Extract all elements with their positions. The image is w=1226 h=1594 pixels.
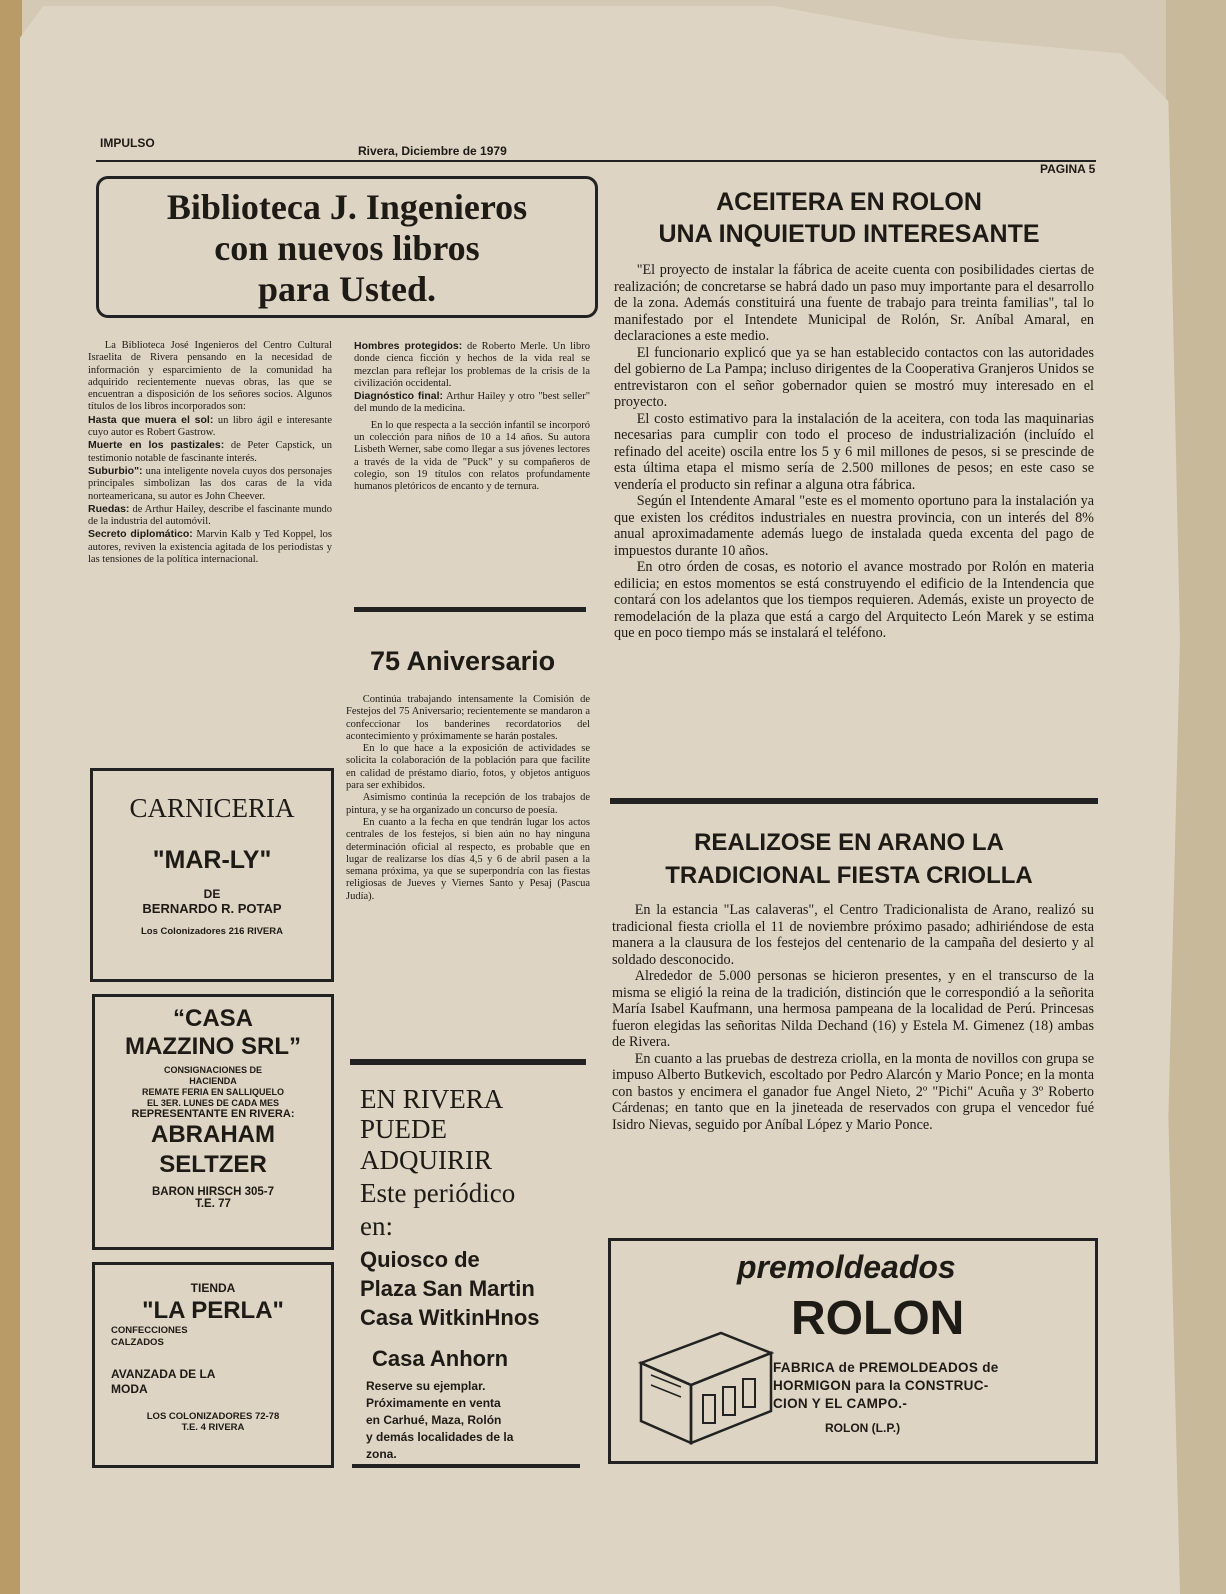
note-line: en Carhué, Maza, Rolón: [366, 1413, 502, 1427]
mazzino-address: BARON HIRSCH 305-7: [151, 1186, 275, 1198]
book-title: Ruedas:: [88, 502, 130, 515]
premoldeados-location: ROLON (L.P.): [825, 1421, 901, 1435]
aceitera-paragraph: Según el Intendente Amaral "este es el momento oportuno para la instalación ya que existen los créditos industriales en nuestra provincia, con un interés del 8% anual aproximadamente además luego de instalada queda excenta del pago de impuestos durante 10 años.: [614, 493, 1094, 559]
headline-line-1: Biblioteca J. Ingenieros: [166, 187, 528, 227]
dateline: Rivera, Diciembre de 1979: [358, 144, 507, 158]
book-title: Hombres protegidos:: [354, 340, 463, 352]
mazzino-representative: [95, 1120, 331, 1180]
outlet-anhorn: Casa Anhorn: [372, 1346, 509, 1371]
aceitera-paragraph: En otro órden de cosas, es notorio el avance mostrado por Rolón en materia edilicia; en estos momentos se está construyendo el edificio de la Intendencia que contará con los adelantos que los tiempos requieren. Además, existe un proyecto de remodelación de la plaza que está a cargo del Arquitecto León Marek y se estima que en poco tiempo más se instalará el teléfono.: [614, 559, 1094, 641]
header-rule: [96, 160, 1096, 162]
adjacent-page-edge: [0, 0, 22, 1594]
book-title: Hasta que muera el sol:: [88, 413, 214, 426]
aniversario-paragraph: En lo que hace a la exposición de actividades se solicita la colaboración de la población para que facilite en calidad de préstamo diario, fotos, y objetos antiguos para ser exhibidos.: [346, 743, 590, 792]
outlet-line: Quiosco de: [360, 1247, 480, 1272]
note-line: zona.: [366, 1447, 397, 1461]
mazzino-ad: [92, 994, 334, 1250]
premoldeados-details: [773, 1359, 999, 1413]
outlet-line: Casa WitkinHnos: [360, 1305, 540, 1330]
premoldeados-line: HORMIGON para la CONSTRUC-: [773, 1378, 989, 1393]
laperla-line: CONFECCIONES: [111, 1325, 188, 1336]
page-number: PAGINA 5: [1040, 162, 1096, 176]
aniversario-paragraph: Continúa trabajando intensamente la Comisión de Festejos del 75 Aniversario; recientemente se mandaron a confeccionar los banderines recordatorios del acontecimiento y próximamente se harán postales.: [346, 694, 590, 742]
biblioteca-column-1: [88, 340, 332, 566]
mazzino-name-line-2: MAZZINO SRL”: [125, 1033, 301, 1060]
book-item: [88, 414, 332, 440]
book-title: Suburbio":: [88, 464, 143, 477]
book-title: Diagnóstico final:: [354, 390, 443, 403]
aniversario-paragraph: En cuanto a la fecha en que tendrán lugar los actos centrales de los festejos, si bien aún no hay ninguna determinación oficial al respecto, es probable que en lugar de realizarse los días 4,5 y 6 de abril pasen a la semana próxima, ya que se superpondría con las fiestas religiosas de Jueves y Viernes Santo y Pesaj (Pascua Judía).: [346, 816, 590, 902]
outlet-line: Plaza San Martin: [360, 1276, 535, 1301]
book-item: [354, 390, 590, 416]
book-desc: una inteligente novela cuyos dos personajes principales simbolizan las dos caras de la vida norteamericana, su autor es John Cheever.: [88, 465, 332, 502]
headline-line-2: con nuevos libros: [214, 228, 480, 268]
fiesta-paragraph: Alrededor de 5.000 personas se hicieron presentes, y en el transcurso de la misma se eligió la reina de la tradición, distinción que le correspondió a la señorita María Isabel Kaufmann, una hermosa pampeana de la localidad de Perú. Princesas fueron elegidas las señoritas Nilda Dechand (16) y Estela M. Gimenez (18) ambas de Rivera.: [612, 968, 1094, 1050]
mazzino-name-line-1: “CASA: [172, 1005, 253, 1032]
aceitera-paragraph: El funcionario explicó que ya se han establecido contactos con las autoridades del gobierno de La Pampa; incluso dirigentes de la Cooperativa Granjeros Unidos se entrevistaron con el señor gobernador quien se mostró muy interesado en el proyecto.: [614, 344, 1094, 410]
mazzino-name: [95, 1005, 331, 1061]
laperla-line: CALZADOS: [111, 1337, 164, 1348]
book-desc: de Roberto Merle. Un libro donde cienca ficción y hechos de la vida real se mezclan para reflejar los problemas de la crisis de la civilización occidental.: [354, 341, 590, 389]
aceitera-title-line-2: UNA INQUIETUD INTERESANTE: [658, 220, 1040, 248]
biblioteca-infantil: En lo que respecta a la sección infantil se incorporó un colección para niños de 10 a 14 años. Su autora Lisbeth Werner, sabe como llegar a sus jóvenes lectores a través de la vida de "Puck" y su compañeros de colegio, son 19 títulos con relatos profundamente humanos pletóricos de encanto y de ternura.: [354, 419, 590, 493]
aniversario-paragraph: Asimismo continúa la recepción de los trabajos de pintura, y se ha organizado un concurso de poesía.: [346, 792, 590, 816]
carniceria-name: "MAR-LY": [152, 846, 272, 874]
rivera-ad: [360, 1084, 588, 1463]
book-desc: de Arthur Hailey, describe el fascinante mundo de la industria del automóvil.: [88, 503, 333, 528]
laperla-phone: T.E. 4 RIVERA: [181, 1422, 245, 1433]
book-desc: de Peter Capstick, un testimonio notable de fascinante interés.: [88, 440, 333, 464]
rep-line-2: SELTZER: [159, 1151, 267, 1178]
mazzino-line: REPRESENTANTE EN RIVERA:: [131, 1108, 295, 1120]
ad-top-rule: [350, 1059, 586, 1065]
carniceria-de: DE: [203, 887, 221, 901]
premoldeados-script: premoldeados: [737, 1249, 956, 1285]
publication-name: IMPULSO: [100, 136, 155, 150]
rivera-ad-line: ADQUIRIR: [360, 1145, 492, 1175]
book-desc: Arthur Hailey y otro "best seller" del mundo de la medicina.: [354, 391, 591, 415]
carniceria-address: Los Colonizadores 216 RIVERA: [140, 926, 283, 937]
premoldeados-name: ROLON: [791, 1292, 965, 1345]
rivera-ad-line: en:: [360, 1211, 393, 1241]
fiesta-body: [612, 902, 1094, 1133]
book-item: [354, 340, 590, 390]
headline-line-3: para Usted.: [258, 269, 436, 309]
laperla-tienda: TIENDA: [190, 1281, 236, 1295]
book-item: [88, 528, 332, 566]
laperla-name: "LA PERLA": [142, 1297, 284, 1324]
note-line: Próximamente en venta: [366, 1396, 501, 1410]
rivera-ad-line: PUEDE: [360, 1114, 447, 1144]
laperla-line: MODA: [111, 1382, 148, 1396]
mazzino-line: CONSIGNACIONES DE: [163, 1065, 262, 1075]
book-desc: un libro ágil e interesante cuyo autor es Robert Gastrow.: [88, 414, 333, 439]
section-divider: [610, 798, 1098, 804]
rep-line-1: ABRAHAM: [151, 1121, 275, 1148]
premoldeados-ad: [608, 1238, 1098, 1464]
fiesta-headline: [612, 826, 1086, 892]
fiesta-paragraph: En la estancia "Las calaveras", el Centro Tradicionalista de Arano, realizó su tradicional fiesta criolla el 11 de noviembre próximo pasado; adhiriéndose de esta manera a la clausura de los festejos del centenario de la campaña del desierto y al soldado desconocido.: [612, 902, 1094, 968]
aceitera-title-line-1: ACEITERA EN ROLON: [716, 188, 982, 216]
column-divider: [354, 607, 586, 612]
rivera-ad-line: Este periódico: [360, 1178, 516, 1208]
book-desc: Marvin Kalb y Ted Koppel, los autores, reviven la existencia agitada de los periodistas y las tensiones de la política internacional.: [88, 529, 333, 566]
rivera-ad-note: [366, 1378, 588, 1463]
aceitera-headline: [612, 186, 1086, 250]
book-title: Secreto diplomático:: [88, 528, 193, 541]
laperla-ad: [92, 1262, 334, 1468]
mazzino-phone: T.E. 77: [195, 1198, 231, 1210]
premoldeados-line: CION Y EL CAMPO.-: [773, 1396, 908, 1411]
carniceria-owner: BERNARDO R. POTAP: [142, 901, 282, 916]
biblioteca-intro: La Biblioteca José Ingenieros del Centro Cultural Israelita de Rivera pensando en la necesidad de información y esparcimiento de la comunidad ha adquirido recientemente nuevas obras, las que se encuentran a disposición de los señores socios. Algunos títulos de los libros incorporados son:: [88, 340, 332, 413]
fiesta-title-line-1: REALIZOSE EN ARANO LA: [694, 829, 1004, 856]
book-item: [88, 439, 332, 465]
mazzino-line: EL 3ER. LUNES DE CADA MES: [146, 1098, 280, 1108]
fiesta-title-line-2: TRADICIONAL FIESTA CRIOLLA: [665, 862, 1033, 889]
mazzino-line: HACIENDA: [189, 1076, 237, 1086]
ad-bottom-rule: [352, 1464, 580, 1468]
premoldeados-line: FABRICA de PREMOLDEADOS de: [773, 1360, 999, 1375]
carniceria-ad: [90, 768, 334, 982]
biblioteca-headline-box: [96, 176, 598, 318]
book-item: [88, 465, 332, 503]
aniversario-body: [346, 694, 590, 903]
aniversario-title: 75 Aniversario: [370, 646, 556, 676]
rivera-ad-line: EN RIVERA: [360, 1084, 504, 1114]
biblioteca-column-2: [354, 340, 590, 494]
aceitera-body: [614, 262, 1094, 642]
mazzino-details: [95, 1065, 331, 1120]
mazzino-line: REMATE FERIA EN SALLIQUELO: [141, 1087, 284, 1097]
aceitera-paragraph: "El proyecto de instalar la fábrica de aceite cuenta con posibilidades ciertas de realización; de concretarse se habrá dado un paso muy importante para el desarrollo de la zona. Además constituirá una fuente de trabajo para treinta familias", tal lo manifestado por el Intendete Municipal de Rolón, Sr. Aníbal Amaral, en declaraciones a este medio.: [614, 262, 1094, 344]
note-line: y demás localidades de la: [366, 1430, 514, 1444]
laperla-address: LOS COLONIZADORES 72-78: [146, 1411, 280, 1422]
aceitera-paragraph: El costo estimativo para la instalación de la aceitera, con toda las maquinarias necesarias para cumplir con todo el proceso de industrialización (incluído el refinado del aceite) oscila entre los 5 y 6 mil millones de pesos, si se prescinde de esta última etapa el mismo sería de 2.500 millones de pesos; en este caso se vendería el producto sin refinar a alguna otra fábrica.: [614, 410, 1094, 493]
note-line: Reserve su ejemplar.: [366, 1379, 486, 1393]
book-title: Muerte en los pastizales:: [88, 439, 225, 452]
biblioteca-headline: [99, 187, 595, 310]
book-item: [88, 503, 332, 529]
laperla-line: AVANZADA DE LA: [111, 1367, 216, 1381]
carniceria-title: CARNICERIA: [129, 793, 295, 823]
concrete-block-icon: [631, 1323, 781, 1453]
fiesta-paragraph: En cuanto a las pruebas de destreza criolla, en la monta de novillos con grupa se impuso Alberto Butkevich, escoltado por Pedro Alarcón y Mario Ponce; en la monta con bastos y encimera el ganador fue Angel Nieto, 2º "Pichi" Acuña y 3º Roberto Cárdenas; en tanto que en la jineteada de reservados con grupa el vencedor fué Isidro Nievas, seguido por Aníbal López y Mario Ponce.: [612, 1050, 1094, 1133]
